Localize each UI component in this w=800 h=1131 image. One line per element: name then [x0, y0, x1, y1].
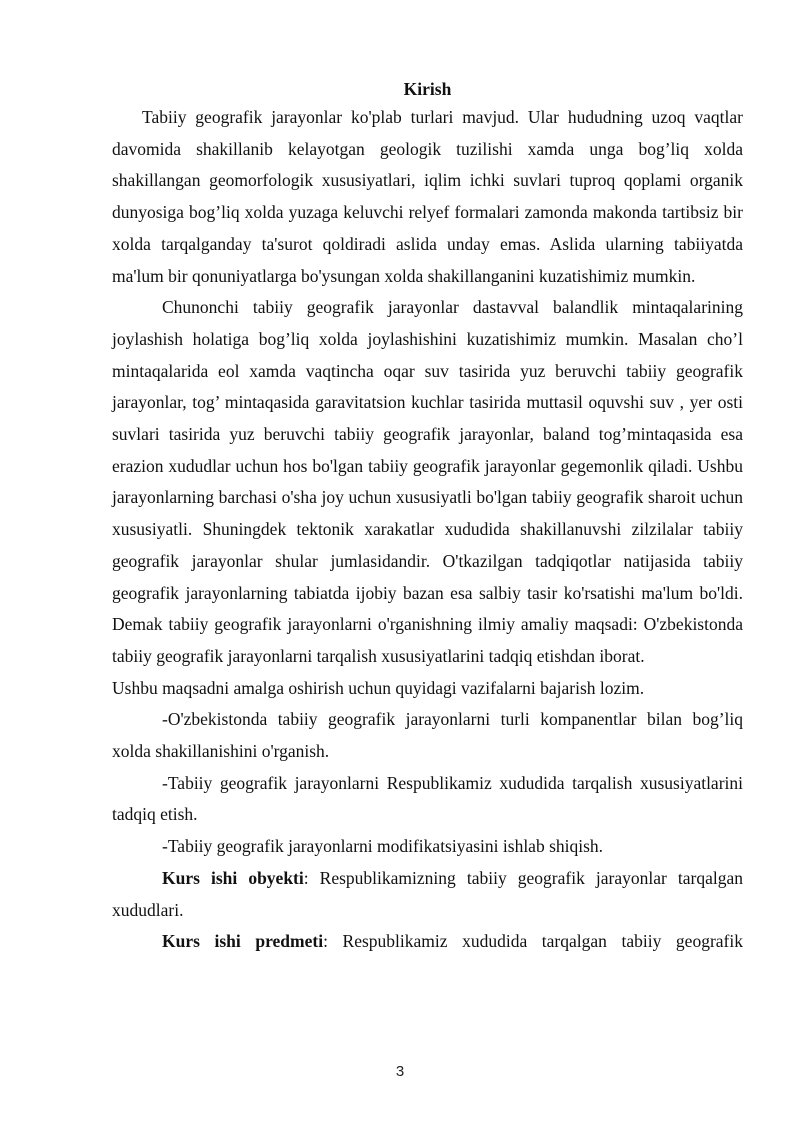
document-page [112, 76, 743, 958]
list-item-task-3: -Tabiiy geografik jarayonlarni modifikatsiyasini ishlab shiqish. [162, 836, 604, 857]
object-label: Kurs ishi obyekti [162, 867, 304, 888]
paragraph-body: Chunonchi tabiiy geografik jarayonlar dastavval balandlik mintaqalarining joylashish holatiga bog’liq xolda joylashishini kuzatishimiz mumkin. Masalan cho’l mintaqalarida eol xamda vaqtincha oqar suv tasirida yuz beruvchi tabiiy geografik jarayonlar, tog’ mintaqasida garavitatsion kuchlar tasirida muttasil oquvshi suv , yer osti suvlari tasirida yuz beruvchi tabiiy geografik jarayonlar, baland tog’mintaqasida esa erazion xududlar uchun hos bo'lgan tabiiy geografik jarayonlar gegemonlik qiladi. Ushbu jarayonlarning barchasi o'sha joy uchun xususiyatli bo'lgan tabiiy geografik sharoit uchun xususiyatli. Shuningdek tektonik xarakatlar xududida shakillanuvshi zilzilalar tabiiy geografik jarayonlar shular jumlasidandir. O'tkazilgan tadqiqotlar natijasida tabiiy geografik jarayonlarning tabiatda ijobiy bazan esa salbiy tasir ko'rsatishi ma'lum bo'ldi. Demak tabiiy geografik jarayonlarni o'rganishning ilmiy amaliy maqsadi: O'zbekistonda tabiiy geografik jarayonlarni tarqalish xususiyatlarini tadqiq etishdan iborat. [112, 297, 743, 666]
page-number: 3 [395, 1063, 405, 1080]
subject-text: : Respublikamiz xududida tarqalgan tabiiy geografik [323, 931, 743, 952]
list-item-task-2: -Tabiiy geografik jarayonlarni Respublikamiz xududida tarqalish xususiyatlarini tadqiq etish. [112, 772, 743, 825]
paragraph-object [112, 863, 743, 926]
section-title: Kirish [403, 79, 452, 99]
paragraph-subject [112, 926, 743, 958]
paragraph-tasks-intro: Ushbu maqsadni amalga oshirish uchun quyidagi vazifalarni bajarish lozim. [112, 677, 645, 698]
list-item-task-1: -O'zbekistonda tabiiy geografik jarayonlarni turli kompanentlar bilan bog’liq xolda shakillanishini o'rganish. [112, 709, 743, 762]
subject-label: Kurs ishi predmeti [162, 931, 324, 952]
object-text: : Respublikamizning tabiiy geografik jarayonlar tarqalgan xududlari. [112, 867, 743, 920]
paragraph-intro: Tabiiy geografik jarayonlar ko'plab turlari mavjud. Ular hududning uzoq vaqtlar davomida shakillanib kelayotgan geologik tuzilishi xamda unga bog’liq xolda shakillangan geomorfologik xususiyatlari, iqlim ichki suvlari tuproq qoplami organik dunyosiga bog’liq xolda yuzaga keluvchi relyef formalari zamonda makonda tartibsiz bir xolda tarqalganday ta'surot qoldiradi aslida unday emas. Aslida ularning tabiiyatda ma'lum bir qonuniyatlarga bo'ysungan xolda shakillanganini kuzatishimiz mumkin. [112, 107, 743, 286]
